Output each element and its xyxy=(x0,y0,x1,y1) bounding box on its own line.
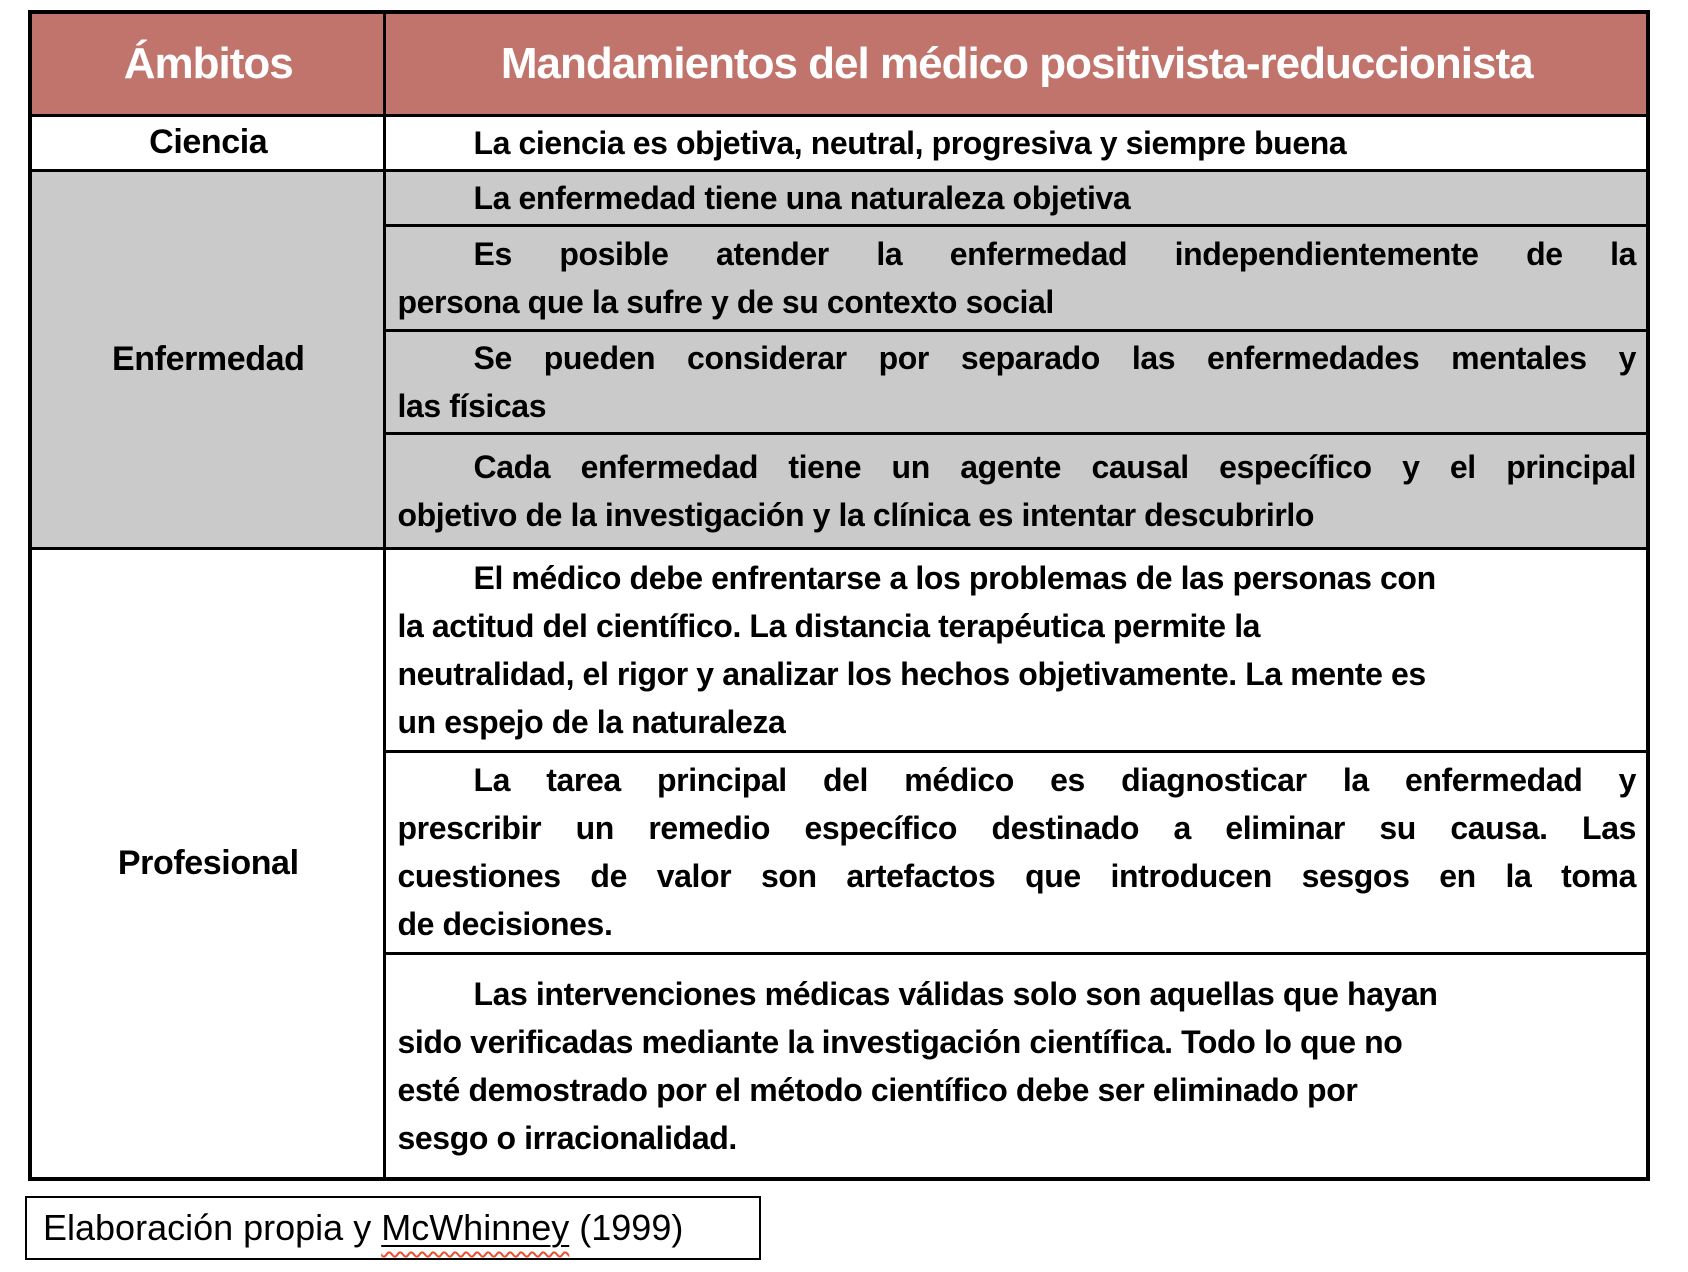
header-row xyxy=(30,12,1648,115)
table-row xyxy=(30,115,1648,170)
cell-enfermedad-item-3: Se pueden considerar por separado las enfermedades mentales y las físicas xyxy=(384,330,1648,433)
table-row xyxy=(30,548,1648,751)
cell-enfermedad-item-1: La enfermedad tiene una naturaleza objetiva xyxy=(384,170,1648,225)
header-cell-mandamientos: Mandamientos del médico positivista-reduccionista xyxy=(384,12,1648,115)
cell-profesional-item-3: Las intervenciones médicas válidas solo son aquellas que hayan sido verificadas mediante la investigación científica. Todo lo que no esté demostrado por el método científico debe ser eliminado por sesgo o irracionalidad. xyxy=(384,953,1648,1179)
cell-enfermedad-item-4: Cada enfermedad tiene un agente causal específico y el principal objetivo de la investigación y la clínica es intentar descubrirlo xyxy=(384,433,1648,548)
caption-prefix: Elaboración propia y xyxy=(43,1207,382,1248)
row-label-profesional: Profesional xyxy=(30,548,384,1179)
row-label-enfermedad: Enfermedad xyxy=(30,170,384,548)
commandments-table xyxy=(28,10,1650,1181)
caption-suffix: (1999) xyxy=(569,1207,684,1248)
source-caption xyxy=(25,1196,761,1260)
row-label-ciencia: Ciencia xyxy=(30,115,384,170)
cell-enfermedad-item-2: Es posible atender la enfermedad independientemente de la persona que la sufre y de su contexto social xyxy=(384,225,1648,330)
header-cell-ambitos: Ámbitos xyxy=(30,12,384,115)
cell-profesional-item-1: El médico debe enfrentarse a los problemas de las personas con la actitud del científico. La distancia terapéutica permite la neutralidad, el rigor y analizar los hechos objetivamente. La mente es un espejo de la naturaleza xyxy=(384,548,1648,751)
table-row xyxy=(30,170,1648,225)
cell-profesional-item-2: La tarea principal del médico es diagnosticar la enfermedad y prescribir un remedio específico destinado a eliminar su causa. Las cuestiones de valor son artefactos que introducen sesgos en la toma de decisiones. xyxy=(384,751,1648,953)
caption-author-underline xyxy=(381,1207,569,1249)
caption-author-mcwhinney: McWhinney xyxy=(381,1207,570,1248)
cell-ciencia-item-1: La ciencia es objetiva, neutral, progresiva y siempre buena xyxy=(384,115,1648,170)
